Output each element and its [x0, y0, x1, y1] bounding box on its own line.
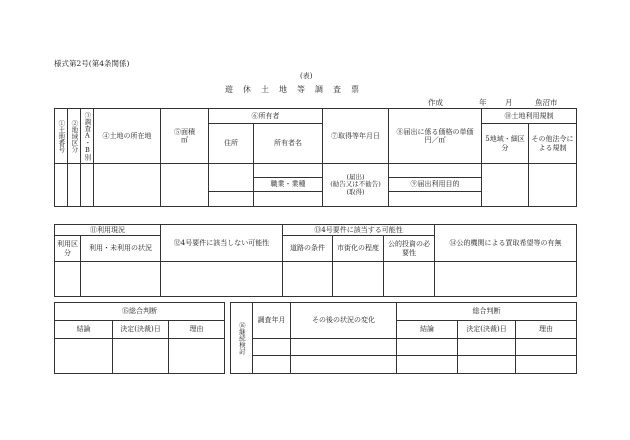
public-investment-header: 公的投資の必要性	[384, 236, 435, 262]
survey-date-cell[interactable]	[253, 339, 291, 356]
usage-category-header: 利用区分	[55, 236, 81, 262]
acquisition-date-cell[interactable]: (届出) (勧告又は不勧告) (取得)	[323, 164, 389, 207]
conclusion-cell-3[interactable]	[397, 356, 458, 374]
reason-cell-3[interactable]	[516, 356, 577, 374]
urbanization-cell[interactable]	[333, 262, 384, 297]
owner-name-cell[interactable]	[254, 164, 323, 178]
location-cell[interactable]	[94, 164, 161, 207]
road-condition-header: 道路の条件	[283, 236, 333, 262]
form-title: 遊 休 土 地 等 調 査 票	[225, 85, 360, 94]
owner-address-cell[interactable]	[209, 164, 254, 192]
unit-price-cell[interactable]	[389, 164, 482, 178]
public-purchase-cell[interactable]	[435, 262, 577, 297]
conclusion-cell[interactable]	[55, 339, 113, 374]
current-usage-header: ⑪利用現況	[55, 225, 161, 236]
reason-header-2: 理由	[516, 321, 577, 339]
unit-price-header: ⑧届出に係る価格の単価 円／㎡	[389, 109, 482, 164]
overall-judgment-header-2: 総合判断	[397, 303, 577, 321]
reason-cell[interactable]	[169, 339, 225, 374]
reason-header: 理由	[169, 321, 225, 339]
usage-status-table	[54, 224, 577, 297]
survey-date-cell-2[interactable]	[253, 356, 291, 374]
form-number: 様式第2号(第4条関係)	[54, 59, 130, 68]
usage-status-cell[interactable]	[81, 262, 161, 297]
later-changes-cell-2[interactable]	[291, 356, 397, 374]
usage-category-cell[interactable]	[55, 262, 81, 297]
other-regulation-header: その他法令による規制	[529, 124, 577, 164]
public-investment-cell[interactable]	[384, 262, 435, 297]
city-name: 魚沼市	[535, 98, 558, 107]
land-number-cell[interactable]	[55, 164, 68, 207]
intended-use-label: ⑨届出利用目的	[389, 178, 482, 192]
survey-type-cell[interactable]	[81, 164, 94, 207]
owner-name-header: 所有者名	[254, 124, 323, 164]
decision-date-cell-3[interactable]	[458, 356, 516, 374]
usage-status-header: 利用・未利用の状況	[81, 236, 161, 262]
later-changes-cell[interactable]	[291, 339, 397, 356]
land-info-table	[54, 108, 577, 207]
area-header: ⑤面積 ㎡	[161, 109, 209, 164]
five-areas-cell[interactable]	[482, 164, 529, 207]
public-purchase-header: ⑭公的機関による買取希望等の有無	[435, 225, 577, 262]
urbanization-header: 市街化の程度	[333, 236, 384, 262]
decision-date-header-2: 決定(決裁)日	[458, 321, 516, 339]
decision-date-cell[interactable]	[113, 339, 169, 374]
occupation-cell[interactable]	[254, 192, 323, 207]
month-label: 月	[505, 98, 513, 107]
reason-cell-2[interactable]	[516, 339, 577, 356]
created-label: 作成	[428, 98, 443, 107]
year-label: 年	[479, 98, 487, 107]
acquisition-date-header: ⑦取得等年月日	[323, 109, 389, 164]
applicable-header: ⑬4号要件に該当する可能性	[283, 225, 435, 236]
survey-date-header: 調査年月	[253, 303, 291, 339]
decision-date-cell-2[interactable]	[458, 339, 516, 356]
occupation-label: 職業・業種	[254, 178, 323, 192]
overall-judgment-table	[54, 302, 225, 374]
area-cell[interactable]	[161, 164, 209, 207]
conclusion-header: 結論	[55, 321, 113, 339]
not-applicable-header: ⑫4号要件に該当しない可能性	[161, 225, 283, 262]
sheet-side-label: (表)	[300, 72, 313, 80]
five-areas-header: 5地域・細区分	[482, 124, 529, 164]
land-use-regulation-header: ⑩土地利用規制	[482, 109, 577, 124]
conclusion-header-2: 結論	[397, 321, 458, 339]
overall-judgment-header: ⑮総合判断	[55, 303, 225, 321]
survey-type-header: ③調査A・B別	[81, 109, 94, 164]
location-header: ④土地の所在地	[94, 109, 161, 164]
owner-header: ⑥所有者	[209, 109, 323, 124]
road-condition-cell[interactable]	[283, 262, 333, 297]
land-number-header: ①土地番号	[55, 109, 68, 164]
not-applicable-cell[interactable]	[161, 262, 283, 297]
conclusion-cell-2[interactable]	[397, 339, 458, 356]
decision-date-header: 決定(決裁)日	[113, 321, 169, 339]
continued-review-table	[230, 302, 577, 374]
later-changes-header: その後の状況の変化	[291, 303, 397, 339]
owner-address-cell-2[interactable]	[209, 192, 254, 207]
continued-review-header: ⑯継続検討	[231, 303, 253, 374]
intended-use-cell[interactable]	[389, 192, 482, 207]
area-category-header: ②地域区分	[68, 109, 81, 164]
area-category-cell[interactable]	[68, 164, 81, 207]
owner-address-header: 住所	[209, 124, 254, 164]
other-regulation-cell[interactable]	[529, 164, 577, 207]
